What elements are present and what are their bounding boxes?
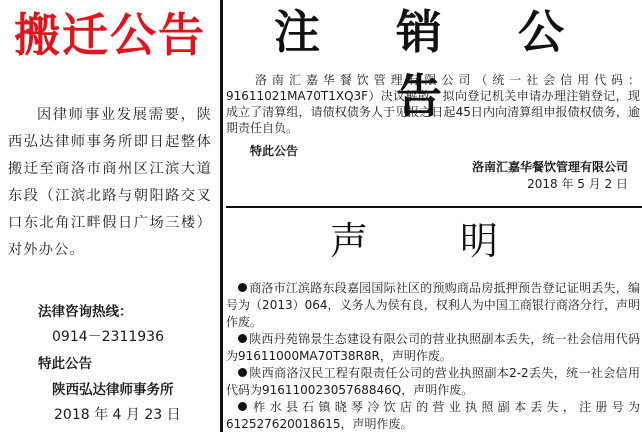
- relocation-notice: [0, 0, 218, 432]
- statement-item-text: 陕西丹苑锦景生态建设有限公司的营业执照副本丢失，统一社会信用代码为91611000MA70T38R8R，声明作废。: [226, 332, 640, 363]
- statement-item: [226, 365, 640, 399]
- statement-item-text: 陕西商洛汉民工程有限责任公司的营业执照副本2-2丢失，统一社会信用代码为91611002305768846Q，声明作废。: [226, 366, 640, 397]
- bullet-icon: [238, 402, 247, 411]
- column-divider: [220, 0, 223, 432]
- bullet-icon: [238, 368, 247, 377]
- cancellation-special-notice: 特此公告: [250, 144, 299, 158]
- statement-list: [226, 280, 640, 432]
- right-column: [226, 0, 642, 432]
- relocation-title: 搬迁公告: [14, 8, 206, 62]
- statement-item-text: 商洛市江滨路东段嘉园国际社区的预购商品房抵押预告登记证明丢失，编号为（2013）064，义务人为侯有良，权利人为中国工商银行商洛分行，声明作废。: [226, 281, 640, 329]
- relocation-issuer: 陕西弘达律师事务所: [52, 382, 174, 398]
- cancellation-title: 注 销 公 告: [273, 5, 595, 123]
- statement-item: [226, 331, 640, 365]
- bullet-icon: [238, 334, 247, 343]
- relocation-body-text: 因律师事业发展需要，陕西弘达律师事务所即日起整体搬迁至商洛市商州区江滨大道东段（江滨北路与朝阳路交叉口东北角江畔假日广场三楼）对外办公。: [8, 107, 212, 258]
- cancellation-body-text: 洛南汇嘉华餐饮管理有限公司（统一社会信用代码：91611021MA70T1XQ3F）决议解散，拟向登记机关申请办理注销登记，现成立了清算组，请债权债务人于见报之日起45日内向清算组申报债权债务，逾期责任自负。: [226, 73, 640, 135]
- statement-item: [226, 280, 640, 331]
- section-divider: [226, 206, 642, 208]
- statement-item-text: 柞水县石镇晓琴冷饮店的营业执照副本丢失，注册号为612527620018615，声明作废。: [226, 400, 640, 431]
- hotline-label: 法律咨询热线：: [38, 304, 133, 320]
- bullet-icon: [238, 283, 247, 292]
- relocation-body: [8, 102, 212, 264]
- hotline-number: 0914－2311936: [52, 329, 164, 345]
- cancellation-issuer: 洛南汇嘉华餐饮管理有限公司: [471, 160, 628, 174]
- cancellation-body: [226, 72, 640, 136]
- relocation-special-notice: 特此公告: [38, 356, 92, 372]
- statement-item: [226, 399, 640, 432]
- statement-title: 声 明: [329, 219, 539, 263]
- relocation-date: 2018 年 4 月 23 日: [54, 407, 181, 423]
- cancellation-date: 2018 年 5 月 2 日: [527, 177, 628, 191]
